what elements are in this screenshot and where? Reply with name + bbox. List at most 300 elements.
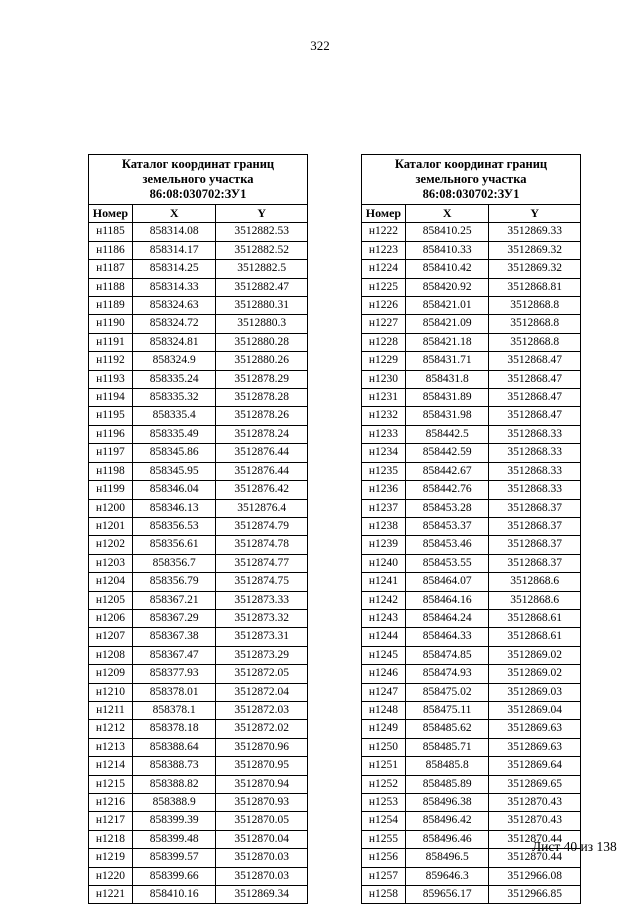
point-number-cell: н1207 — [89, 628, 133, 646]
y-coordinate-cell: 3512869.33 — [489, 223, 581, 241]
table-title-line: 86:08:030702:ЗУ1 — [422, 187, 520, 201]
y-coordinate-cell: 3512880.28 — [216, 333, 308, 351]
table-row — [89, 389, 308, 407]
x-coordinate-cell: 858324.9 — [132, 352, 216, 370]
table-row — [89, 425, 308, 443]
y-coordinate-cell: 3512882.52 — [216, 241, 308, 259]
table-row — [89, 628, 308, 646]
x-coordinate-cell: 858475.11 — [405, 701, 489, 719]
point-number-cell: н1217 — [89, 812, 133, 830]
table-row — [89, 867, 308, 885]
y-coordinate-cell: 3512868.8 — [489, 297, 581, 315]
point-number-cell: н1241 — [362, 573, 406, 591]
point-number-cell: н1215 — [89, 775, 133, 793]
x-coordinate-cell: 858335.24 — [132, 370, 216, 388]
y-coordinate-cell: 3512868.37 — [489, 499, 581, 517]
x-coordinate-cell: 858453.46 — [405, 536, 489, 554]
y-coordinate-cell: 3512870.96 — [216, 738, 308, 756]
table-row — [89, 481, 308, 499]
y-coordinate-cell: 3512870.94 — [216, 775, 308, 793]
table-row — [362, 517, 581, 535]
x-coordinate-cell: 858399.39 — [132, 812, 216, 830]
point-number-cell: н1248 — [362, 701, 406, 719]
table-row — [89, 738, 308, 756]
y-coordinate-cell: 3512876.42 — [216, 481, 308, 499]
table-row — [362, 536, 581, 554]
y-coordinate-cell: 3512868.37 — [489, 554, 581, 572]
point-number-cell: н1195 — [89, 407, 133, 425]
column-header-number: Номер — [362, 205, 406, 223]
table-row — [362, 886, 581, 904]
y-coordinate-cell: 3512882.47 — [216, 278, 308, 296]
x-coordinate-cell: 858431.71 — [405, 352, 489, 370]
y-coordinate-cell: 3512868.33 — [489, 444, 581, 462]
y-coordinate-cell: 3512869.32 — [489, 241, 581, 259]
x-coordinate-cell: 858314.17 — [132, 241, 216, 259]
x-coordinate-cell: 858431.89 — [405, 389, 489, 407]
column-header-y: Y — [216, 205, 308, 223]
x-coordinate-cell: 858442.67 — [405, 462, 489, 480]
table-row — [89, 757, 308, 775]
point-number-cell: н1227 — [362, 315, 406, 333]
x-coordinate-cell: 858345.86 — [132, 444, 216, 462]
point-number-cell: н1203 — [89, 554, 133, 572]
x-coordinate-cell: 858421.09 — [405, 315, 489, 333]
point-number-cell: н1190 — [89, 315, 133, 333]
table-row — [89, 701, 308, 719]
x-coordinate-cell: 858314.25 — [132, 260, 216, 278]
x-coordinate-cell: 858399.48 — [132, 830, 216, 848]
x-coordinate-cell: 858453.55 — [405, 554, 489, 572]
y-coordinate-cell: 3512966.85 — [489, 886, 581, 904]
y-coordinate-cell: 3512870.43 — [489, 794, 581, 812]
point-number-cell: н1222 — [362, 223, 406, 241]
table-title — [362, 155, 581, 205]
x-coordinate-cell: 858453.28 — [405, 499, 489, 517]
y-coordinate-cell: 3512868.47 — [489, 389, 581, 407]
y-coordinate-cell: 3512870.93 — [216, 794, 308, 812]
y-coordinate-cell: 3512870.03 — [216, 867, 308, 885]
x-coordinate-cell: 858410.16 — [132, 886, 216, 904]
y-coordinate-cell: 3512868.33 — [489, 462, 581, 480]
table-row — [362, 665, 581, 683]
x-coordinate-cell: 858496.38 — [405, 794, 489, 812]
table-row — [362, 297, 581, 315]
point-number-cell: н1202 — [89, 536, 133, 554]
point-number-cell: н1208 — [89, 646, 133, 664]
y-coordinate-cell: 3512870.03 — [216, 849, 308, 867]
y-coordinate-cell: 3512869.03 — [489, 683, 581, 701]
column-header-x: X — [405, 205, 489, 223]
x-coordinate-cell: 858388.64 — [132, 738, 216, 756]
point-number-cell: н1258 — [362, 886, 406, 904]
table-row — [362, 573, 581, 591]
point-number-cell: н1219 — [89, 849, 133, 867]
x-coordinate-cell: 858367.29 — [132, 609, 216, 627]
point-number-cell: н1201 — [89, 517, 133, 535]
y-coordinate-cell: 3512868.33 — [489, 481, 581, 499]
point-number-cell: н1196 — [89, 425, 133, 443]
table-row — [89, 407, 308, 425]
x-coordinate-cell: 858475.02 — [405, 683, 489, 701]
point-number-cell: н1189 — [89, 297, 133, 315]
table-row — [362, 407, 581, 425]
table-row — [89, 573, 308, 591]
table-row — [89, 297, 308, 315]
table-row — [362, 352, 581, 370]
table-row — [362, 333, 581, 351]
point-number-cell: н1212 — [89, 720, 133, 738]
y-coordinate-cell: 3512876.44 — [216, 462, 308, 480]
y-coordinate-cell: 3512869.65 — [489, 775, 581, 793]
point-number-cell: н1226 — [362, 297, 406, 315]
table-row — [362, 499, 581, 517]
x-coordinate-cell: 858314.33 — [132, 278, 216, 296]
table-row — [362, 278, 581, 296]
table-row — [362, 701, 581, 719]
x-coordinate-cell: 858377.93 — [132, 665, 216, 683]
table-row — [362, 370, 581, 388]
point-number-cell: н1197 — [89, 444, 133, 462]
table-title-line: Каталог координат границ — [121, 157, 275, 171]
x-coordinate-cell: 858442.76 — [405, 481, 489, 499]
x-coordinate-cell: 858496.5 — [405, 849, 489, 867]
table-row — [89, 720, 308, 738]
point-number-cell: н1254 — [362, 812, 406, 830]
table-row — [89, 683, 308, 701]
x-coordinate-cell: 858485.62 — [405, 720, 489, 738]
y-coordinate-cell: 3512874.75 — [216, 573, 308, 591]
table-row — [89, 223, 308, 241]
table-row — [362, 628, 581, 646]
x-coordinate-cell: 858345.95 — [132, 462, 216, 480]
y-coordinate-cell: 3512868.47 — [489, 407, 581, 425]
point-number-cell: н1220 — [89, 867, 133, 885]
y-coordinate-cell: 3512878.28 — [216, 389, 308, 407]
point-number-cell: н1231 — [362, 389, 406, 407]
y-coordinate-cell: 3512870.95 — [216, 757, 308, 775]
point-number-cell: н1256 — [362, 849, 406, 867]
point-number-cell: н1214 — [89, 757, 133, 775]
y-coordinate-cell: 3512882.53 — [216, 223, 308, 241]
table-row — [362, 812, 581, 830]
x-coordinate-cell: 858388.9 — [132, 794, 216, 812]
point-number-cell: н1252 — [362, 775, 406, 793]
x-coordinate-cell: 858346.13 — [132, 499, 216, 517]
x-coordinate-cell: 858324.81 — [132, 333, 216, 351]
point-number-cell: н1239 — [362, 536, 406, 554]
sheet-info: Лист 40 из 138 — [532, 839, 617, 854]
y-coordinate-cell: 3512868.47 — [489, 370, 581, 388]
table-row — [362, 757, 581, 775]
table-row — [362, 315, 581, 333]
x-coordinate-cell: 858324.72 — [132, 315, 216, 333]
x-coordinate-cell: 858485.71 — [405, 738, 489, 756]
point-number-cell: н1247 — [362, 683, 406, 701]
x-coordinate-cell: 858367.47 — [132, 646, 216, 664]
point-number-cell: н1209 — [89, 665, 133, 683]
x-coordinate-cell: 858421.18 — [405, 333, 489, 351]
table-row — [89, 665, 308, 683]
point-number-cell: н1251 — [362, 757, 406, 775]
table-row — [362, 481, 581, 499]
point-number-cell: н1191 — [89, 333, 133, 351]
point-number-cell: н1187 — [89, 260, 133, 278]
x-coordinate-cell: 858410.42 — [405, 260, 489, 278]
y-coordinate-cell: 3512873.32 — [216, 609, 308, 627]
y-coordinate-cell: 3512873.29 — [216, 646, 308, 664]
column-header-x: X — [132, 205, 216, 223]
point-number-cell: н1218 — [89, 830, 133, 848]
point-number-cell: н1225 — [362, 278, 406, 296]
x-coordinate-cell: 858464.16 — [405, 591, 489, 609]
point-number-cell: н1242 — [362, 591, 406, 609]
y-coordinate-cell: 3512869.02 — [489, 646, 581, 664]
y-coordinate-cell: 3512878.26 — [216, 407, 308, 425]
x-coordinate-cell: 859656.17 — [405, 886, 489, 904]
page-number: 322 — [310, 38, 330, 53]
point-number-cell: н1200 — [89, 499, 133, 517]
point-number-cell: н1245 — [362, 646, 406, 664]
x-coordinate-cell: 858399.57 — [132, 849, 216, 867]
y-coordinate-cell: 3512868.33 — [489, 425, 581, 443]
y-coordinate-cell: 3512868.37 — [489, 517, 581, 535]
table-row — [89, 775, 308, 793]
table-title-line: 86:08:030702:ЗУ1 — [149, 187, 247, 201]
point-number-cell: н1257 — [362, 867, 406, 885]
x-coordinate-cell: 858388.82 — [132, 775, 216, 793]
y-coordinate-cell: 3512878.24 — [216, 425, 308, 443]
y-coordinate-cell: 3512966.08 — [489, 867, 581, 885]
table-title — [89, 155, 308, 205]
table-row — [89, 370, 308, 388]
table-row — [362, 609, 581, 627]
y-coordinate-cell: 3512868.6 — [489, 573, 581, 591]
x-coordinate-cell: 858464.24 — [405, 609, 489, 627]
point-number-cell: н1230 — [362, 370, 406, 388]
table-row — [362, 554, 581, 572]
point-number-cell: н1205 — [89, 591, 133, 609]
y-coordinate-cell: 3512870.44 — [489, 830, 581, 848]
y-coordinate-cell: 3512870.43 — [489, 812, 581, 830]
table-row — [362, 867, 581, 885]
column-header-number: Номер — [89, 205, 133, 223]
table-row — [362, 444, 581, 462]
x-coordinate-cell: 858324.63 — [132, 297, 216, 315]
y-coordinate-cell: 3512870.05 — [216, 812, 308, 830]
point-number-cell: н1240 — [362, 554, 406, 572]
table-row — [89, 352, 308, 370]
point-number-cell: н1253 — [362, 794, 406, 812]
y-coordinate-cell: 3512874.78 — [216, 536, 308, 554]
x-coordinate-cell: 858442.5 — [405, 425, 489, 443]
table-row — [89, 812, 308, 830]
point-number-cell: н1216 — [89, 794, 133, 812]
point-number-cell: н1237 — [362, 499, 406, 517]
table-row — [89, 241, 308, 259]
y-coordinate-cell: 3512880.3 — [216, 315, 308, 333]
table-body — [89, 223, 308, 904]
x-coordinate-cell: 858356.53 — [132, 517, 216, 535]
point-number-cell: н1206 — [89, 609, 133, 627]
point-number-cell: н1255 — [362, 830, 406, 848]
y-coordinate-cell: 3512882.5 — [216, 260, 308, 278]
x-coordinate-cell: 858453.37 — [405, 517, 489, 535]
table-row — [89, 849, 308, 867]
table-row — [89, 609, 308, 627]
x-coordinate-cell: 858464.07 — [405, 573, 489, 591]
table-title-line: Каталог координат границ — [394, 157, 548, 171]
table-row — [89, 260, 308, 278]
point-number-cell: н1185 — [89, 223, 133, 241]
x-coordinate-cell: 858431.8 — [405, 370, 489, 388]
y-coordinate-cell: 3512868.6 — [489, 591, 581, 609]
x-coordinate-cell: 858399.66 — [132, 867, 216, 885]
x-coordinate-cell: 858485.89 — [405, 775, 489, 793]
x-coordinate-cell: 858431.98 — [405, 407, 489, 425]
point-number-cell: н1249 — [362, 720, 406, 738]
y-coordinate-cell: 3512869.64 — [489, 757, 581, 775]
y-coordinate-cell: 3512868.61 — [489, 609, 581, 627]
x-coordinate-cell: 858335.4 — [132, 407, 216, 425]
y-coordinate-cell: 3512869.04 — [489, 701, 581, 719]
point-number-cell: н1192 — [89, 352, 133, 370]
table-row — [362, 591, 581, 609]
table-row — [89, 554, 308, 572]
y-coordinate-cell: 3512874.77 — [216, 554, 308, 572]
y-coordinate-cell: 3512870.44 — [489, 849, 581, 867]
y-coordinate-cell: 3512872.02 — [216, 720, 308, 738]
point-number-cell: н1204 — [89, 573, 133, 591]
x-coordinate-cell: 858485.8 — [405, 757, 489, 775]
x-coordinate-cell: 858474.85 — [405, 646, 489, 664]
x-coordinate-cell: 858410.33 — [405, 241, 489, 259]
table-row — [362, 683, 581, 701]
table-row — [362, 260, 581, 278]
table-row — [362, 775, 581, 793]
x-coordinate-cell: 858335.49 — [132, 425, 216, 443]
point-number-cell: н1244 — [362, 628, 406, 646]
point-number-cell: н1210 — [89, 683, 133, 701]
table-row — [89, 517, 308, 535]
x-coordinate-cell: 858496.46 — [405, 830, 489, 848]
point-number-cell: н1188 — [89, 278, 133, 296]
x-coordinate-cell: 859646.3 — [405, 867, 489, 885]
point-number-cell: н1194 — [89, 389, 133, 407]
x-coordinate-cell: 858356.79 — [132, 573, 216, 591]
table-row — [89, 794, 308, 812]
point-number-cell: н1198 — [89, 462, 133, 480]
x-coordinate-cell: 858335.32 — [132, 389, 216, 407]
y-coordinate-cell: 3512868.47 — [489, 352, 581, 370]
point-number-cell: н1193 — [89, 370, 133, 388]
y-coordinate-cell: 3512870.04 — [216, 830, 308, 848]
table-row — [89, 444, 308, 462]
coordinate-catalog-table-right — [361, 154, 581, 904]
table-row — [362, 720, 581, 738]
y-coordinate-cell: 3512878.29 — [216, 370, 308, 388]
point-number-cell: н1238 — [362, 517, 406, 535]
column-header-y: Y — [489, 205, 581, 223]
table-row — [362, 738, 581, 756]
x-coordinate-cell: 858378.01 — [132, 683, 216, 701]
y-coordinate-cell: 3512872.03 — [216, 701, 308, 719]
x-coordinate-cell: 858474.93 — [405, 665, 489, 683]
x-coordinate-cell: 858367.38 — [132, 628, 216, 646]
table-title-line: земельного участка — [415, 172, 527, 186]
table-title-line: земельного участка — [142, 172, 254, 186]
point-number-cell: н1232 — [362, 407, 406, 425]
x-coordinate-cell: 858420.92 — [405, 278, 489, 296]
table-row — [89, 646, 308, 664]
y-coordinate-cell: 3512876.4 — [216, 499, 308, 517]
point-number-cell: н1228 — [362, 333, 406, 351]
point-number-cell: н1236 — [362, 481, 406, 499]
y-coordinate-cell: 3512869.32 — [489, 260, 581, 278]
point-number-cell: н1235 — [362, 462, 406, 480]
y-coordinate-cell: 3512868.61 — [489, 628, 581, 646]
y-coordinate-cell: 3512873.31 — [216, 628, 308, 646]
table-row — [89, 591, 308, 609]
x-coordinate-cell: 858496.42 — [405, 812, 489, 830]
point-number-cell: н1233 — [362, 425, 406, 443]
x-coordinate-cell: 858464.33 — [405, 628, 489, 646]
table-body — [362, 223, 581, 904]
point-number-cell: н1246 — [362, 665, 406, 683]
y-coordinate-cell: 3512869.02 — [489, 665, 581, 683]
y-coordinate-cell: 3512868.81 — [489, 278, 581, 296]
table-row — [89, 315, 308, 333]
x-coordinate-cell: 858367.21 — [132, 591, 216, 609]
point-number-cell: н1211 — [89, 701, 133, 719]
y-coordinate-cell: 3512874.79 — [216, 517, 308, 535]
table-row — [362, 794, 581, 812]
point-number-cell: н1199 — [89, 481, 133, 499]
x-coordinate-cell: 858421.01 — [405, 297, 489, 315]
x-coordinate-cell: 858410.25 — [405, 223, 489, 241]
coordinate-catalog-table-left — [88, 154, 308, 904]
point-number-cell: н1234 — [362, 444, 406, 462]
table-row — [89, 278, 308, 296]
x-coordinate-cell: 858378.18 — [132, 720, 216, 738]
table-row — [362, 425, 581, 443]
x-coordinate-cell: 858314.08 — [132, 223, 216, 241]
table-row — [362, 223, 581, 241]
point-number-cell: н1223 — [362, 241, 406, 259]
table-row — [89, 462, 308, 480]
table-row — [89, 830, 308, 848]
table-row — [89, 886, 308, 904]
y-coordinate-cell: 3512872.05 — [216, 665, 308, 683]
x-coordinate-cell: 858356.7 — [132, 554, 216, 572]
point-number-cell: н1224 — [362, 260, 406, 278]
x-coordinate-cell: 858356.61 — [132, 536, 216, 554]
point-number-cell: н1229 — [362, 352, 406, 370]
y-coordinate-cell: 3512868.8 — [489, 315, 581, 333]
y-coordinate-cell: 3512880.31 — [216, 297, 308, 315]
y-coordinate-cell: 3512872.04 — [216, 683, 308, 701]
point-number-cell: н1186 — [89, 241, 133, 259]
y-coordinate-cell: 3512868.37 — [489, 536, 581, 554]
point-number-cell: н1250 — [362, 738, 406, 756]
y-coordinate-cell: 3512876.44 — [216, 444, 308, 462]
table-row — [362, 462, 581, 480]
y-coordinate-cell: 3512868.8 — [489, 333, 581, 351]
x-coordinate-cell: 858388.73 — [132, 757, 216, 775]
point-number-cell: н1243 — [362, 609, 406, 627]
y-coordinate-cell: 3512869.63 — [489, 720, 581, 738]
table-row — [89, 333, 308, 351]
